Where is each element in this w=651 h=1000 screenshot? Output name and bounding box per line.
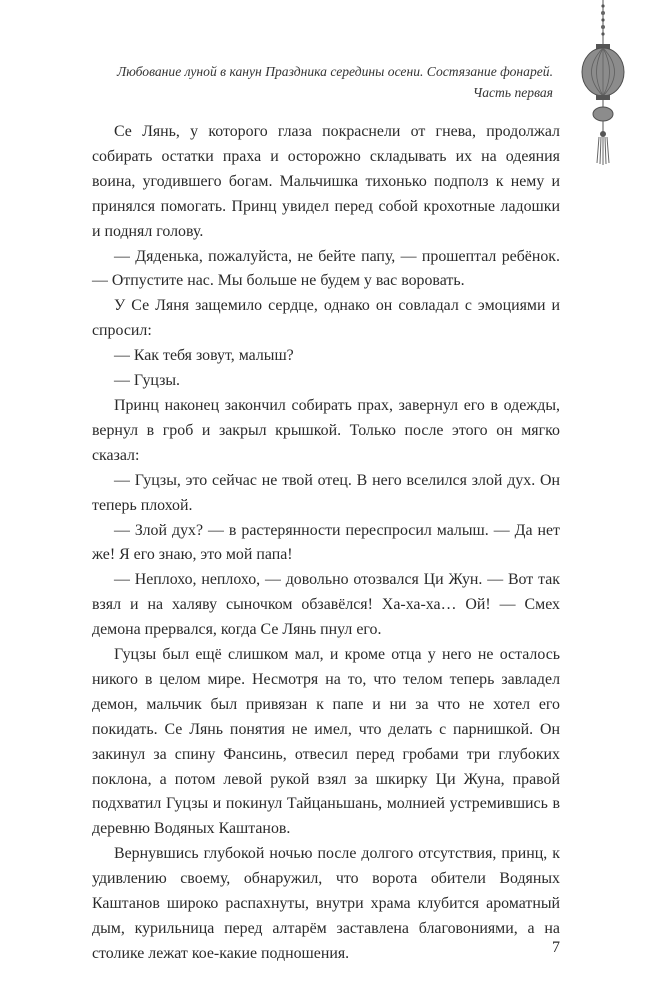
paragraph: — Гуцзы, это сейчас не твой отец. В него вселился злой дух. Он теперь плохой. [92,471,560,514]
paragraph: — Как тебя зовут, малыш? [114,347,294,365]
running-header [83,61,553,103]
chinese-lantern-icon [578,0,628,170]
paragraph: — Дяденька, пожалуйста, не бейте папу, — прошептал ребёнок. — Отпустите нас. Мы больше не будем у вас воровать. [92,247,560,290]
paragraph: Вернувшись глубокой ночью после долгого отсутствия, принц, к удивлению своему, обнаружил, что ворота обители Водяных Каштанов широко распахнуты, внутри храма клубится ароматный дым, курильница перед алтарём заставлена благовониями, а на столике лежат кое-какие подношения. [92,845,560,962]
paragraph: Принц наконец закончил собирать прах, завернул его в одежды, вернул в гроб и закрыл крышкой. Только после этого он мягко сказал: [92,396,560,464]
paragraph: — Гуцзы. [114,372,181,390]
paragraph: У Се Ляня защемило сердце, однако он совладал с эмоциями и спросил: [92,297,560,340]
page-number: 7 [552,939,560,956]
body-text [92,120,560,967]
paragraph: Се Лянь, у которого глаза покраснели от гнева, продолжал собирать остатки праха и осторожно складывать их на одеяния воина, угодившего богам. Мальчишка тихонько подполз к нему и принялся помогать. Принц увидел перед собой крохотные ладошки и поднял голову. [92,123,560,240]
running-header-part: Часть первая [472,85,553,100]
paragraph: Гуцзы был ещё слишком мал, и кроме отца у него не осталось никого в целом мире. Несмотря на то, что телом теперь завладел демон, мальчик был привязан к папе и ни за что не хотел его покидать. Се Лянь понятия не имел, что делать с парнишкой. Он закинул за спину Фансинь, отвесил перед гробами три глубоких поклона, а потом левой рукой взял за шкирку Ци Жуна, правой подхватил Гуцзы и покинул Тайцаньшань, молнией устремившись в деревню Водяных Каштанов. [92,646,560,838]
paragraph: — Злой дух? — в растерянности переспросил малыш. — Да нет же! Я его знаю, это мой папа! [92,521,560,564]
paragraph: — Неплохо, неплохо, — довольно отозвался Ци Жун. — Вот так взял и на халяву сыночком обзавёлся! Ха-ха-ха… Ой! — Смех демона прервался, когда Се Лянь пнул его. [92,571,560,639]
running-header-title: Любование луной в канун Праздника середины осени. Состязание фонарей. [117,64,553,79]
